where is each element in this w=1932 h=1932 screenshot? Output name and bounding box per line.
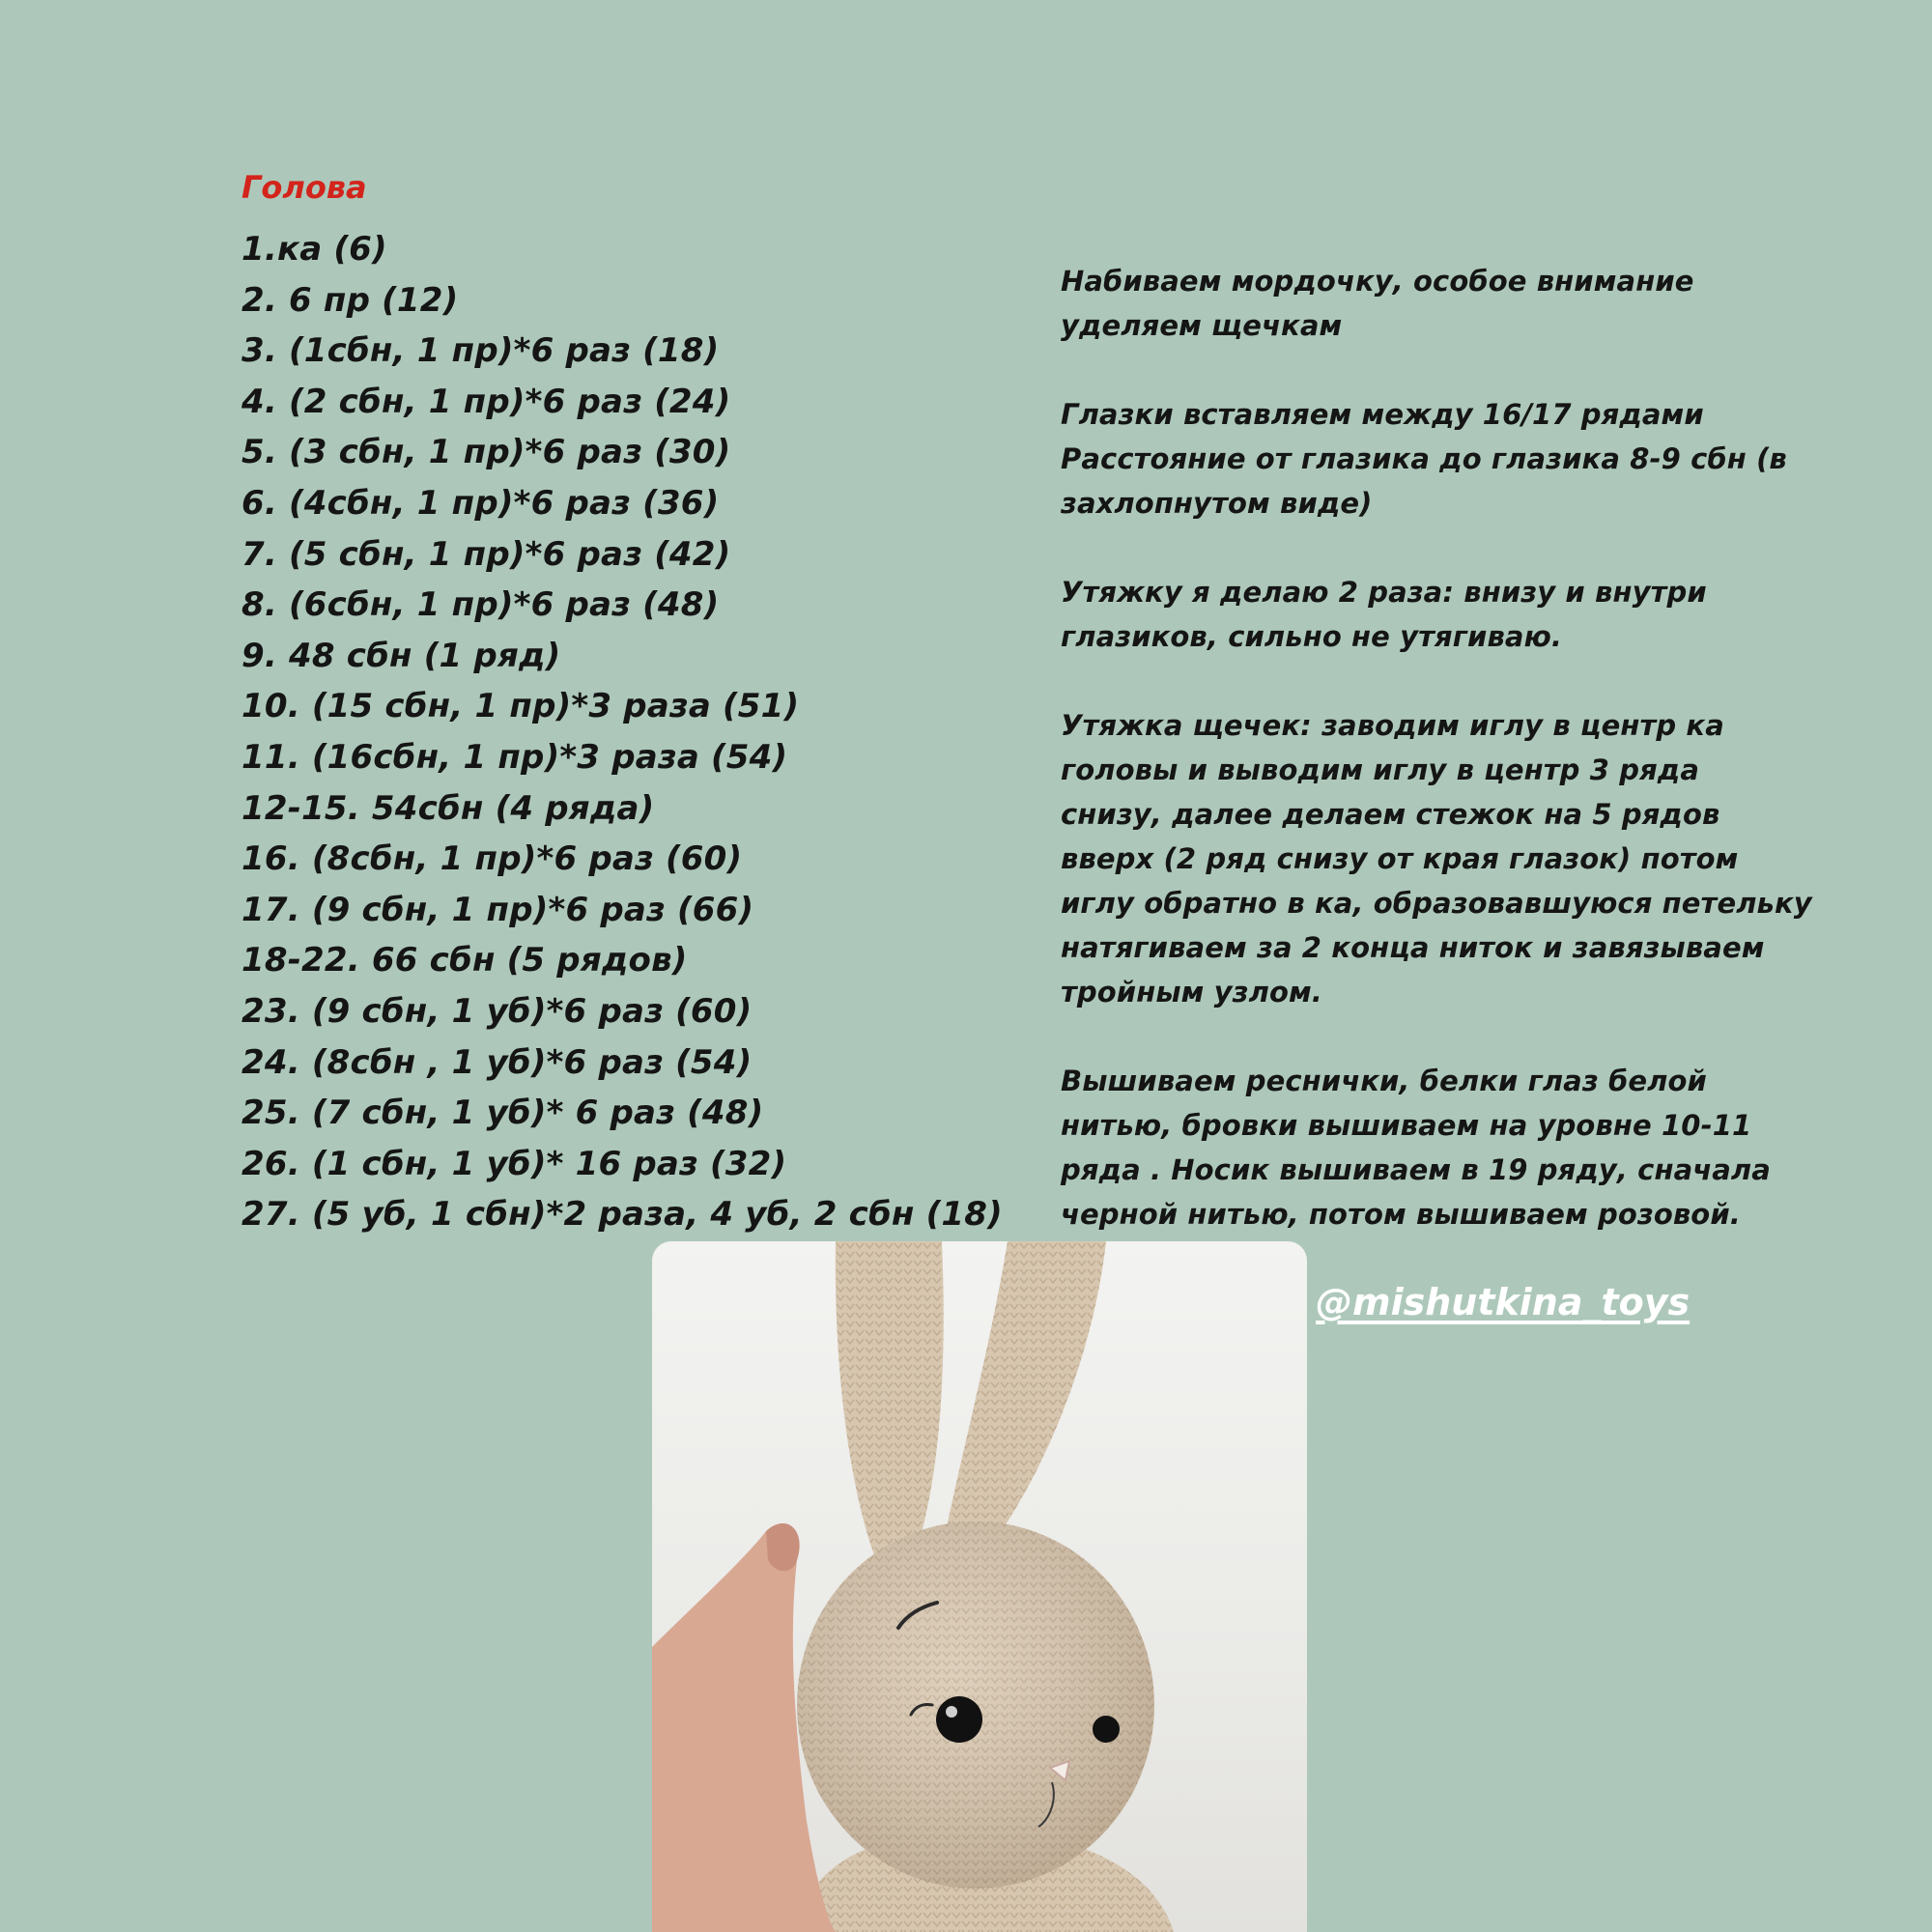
pattern-row: 9. 48 сбн (1 ряд)	[242, 636, 561, 675]
pattern-row: 26. (1 сбн, 1 уб)* 16 раз (32)	[242, 1144, 787, 1183]
note-eyes: Глазки вставляем между 16/17 рядами Расстояние от глазика до глазика 8-9 сбн (в захлопнутом виде)	[1061, 398, 1787, 520]
note-cheeks: Утяжка щечек: заводим иглу в центр ка головы и выводим иглу в центр 3 ряда снизу, далее делаем стежок на 5 рядов вверх (2 ряд снизу от края глазок) потом иглу обратно в ка, образовавшуюся петельку натягиваем за 2 конца ниток и завязываем тройным узлом.	[1061, 709, 1812, 1009]
pattern-row: 27. (5 уб, 1 сбн)*2 раза, 4 уб, 2 сбн (18)	[242, 1195, 1003, 1235]
pattern-row: 1.ка (6)	[242, 230, 387, 269]
pattern-row: 11. (16сбн, 1 пр)*3 раза (54)	[242, 737, 788, 777]
pattern-row: 24. (8сбн , 1 уб)*6 раз (54)	[242, 1042, 753, 1082]
bunny-photo	[652, 1241, 1307, 1932]
bunny-eye-right	[1093, 1716, 1120, 1743]
note-tightening: Утяжку я делаю 2 раза: внизу и внутри глазиков, сильно не утягиваю.	[1061, 576, 1707, 653]
pattern-row: 25. (7 сбн, 1 уб)* 6 раз (48)	[242, 1094, 764, 1133]
pattern-row: 4. (2 сбн, 1 пр)*6 раз (24)	[242, 382, 731, 421]
pattern-row: 10. (15 сбн, 1 пр)*3 раза (51)	[242, 687, 800, 726]
pattern-row: 12-15. 54сбн (4 ряда)	[242, 788, 655, 828]
pattern-row: 18-22. 66 сбн (5 рядов)	[242, 941, 688, 980]
pattern-rows-list	[242, 224, 1003, 1240]
instructions-notes	[1061, 259, 1911, 1236]
pattern-row: 6. (4сбн, 1 пр)*6 раз (36)	[242, 483, 720, 523]
left-ear	[836, 1241, 944, 1555]
pattern-row: 7. (5 сбн, 1 пр)*6 раз (42)	[242, 534, 731, 574]
crochet-bunny-image	[652, 1241, 1307, 1932]
note-stuffing: Набиваем мордочку, особое внимание уделяем щечкам	[1061, 265, 1694, 342]
pattern-row: 17. (9 сбн, 1 пр)*6 раз (66)	[242, 890, 754, 929]
pattern-row: 8. (6сбн, 1 пр)*6 раз (48)	[242, 585, 720, 625]
pattern-row: 2. 6 пр (12)	[242, 280, 459, 320]
pattern-row: 16. (8сбн, 1 пр)*6 раз (60)	[242, 839, 743, 879]
pattern-row: 5. (3 сбн, 1 пр)*6 раз (30)	[242, 433, 731, 472]
note-embroidery: Вышиваем реснички, белки глаз белой нитью, бровки вышиваем на уровне 10-11 ряда . Носик вышиваем в 19 ряду, сначала черной нитью, потом вышиваем розовой.	[1061, 1065, 1771, 1231]
head-section-title: Голова	[242, 169, 367, 206]
bunny-eye-left	[936, 1696, 982, 1743]
pattern-row: 23. (9 сбн, 1 уб)*6 раз (60)	[242, 991, 753, 1031]
pattern-row: 3. (1сбн, 1 пр)*6 раз (18)	[242, 331, 720, 371]
right-ear	[942, 1241, 1106, 1560]
author-handle-link[interactable]: @mishutkina_toys	[1316, 1281, 1690, 1323]
